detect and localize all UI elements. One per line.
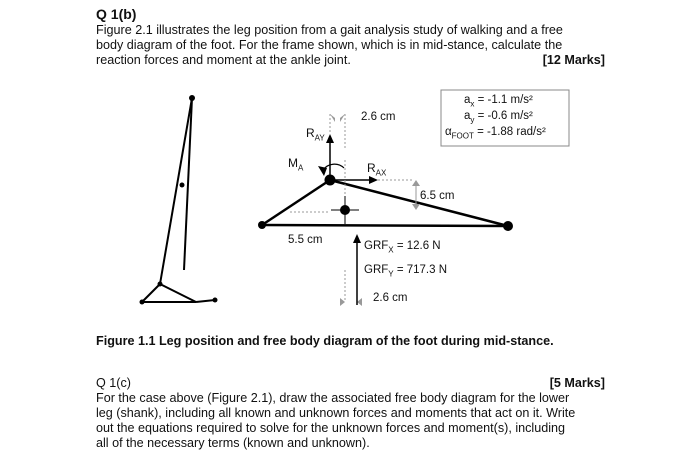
ray-label: $R_{AY}$ [306, 126, 325, 143]
q1b-marks: [12 Marks] [542, 53, 605, 67]
q1c-marks: [5 Marks] [549, 376, 605, 390]
accel-ay: $a_y = -0.6$ m/s² [464, 110, 533, 125]
leg-stick-figure [140, 95, 218, 305]
dim-top-label: 2.6 cm [361, 111, 396, 123]
figure-caption: Figure 1.1 Leg position and free body diagram of the foot during mid-stance. [96, 334, 554, 348]
q1b-paragraph-line-3: reaction forces and moment at the ankle joint. [96, 53, 351, 67]
moment-label: $M_A$ [288, 156, 304, 173]
dim-height-label: 6.5 cm [420, 190, 455, 202]
q1b-paragraph-line-2: body diagram of the foot. For the frame shown, which is in mid-stance, calculate the [96, 38, 563, 52]
q1c-paragraph-line-4: all of the necessary terms (known and unknown). [96, 436, 370, 450]
grf-x-label: $GRF_X = 12.6$ N [364, 240, 441, 255]
q1c-paragraph-line-2: leg (shank), including all known and unknown forces and moments that act on it. Write [96, 406, 576, 420]
q1c-paragraph-line-3: out the equations required to solve for the unknown forces and moment(s), including [96, 421, 566, 435]
grf-y-label: $GRF_Y = 717.3$ N [364, 264, 448, 279]
rax-label: $R_{AX}$ [367, 161, 387, 178]
q1b-paragraph-line-1: Figure 2.1 illustrates the leg position from a gait analysis study of walking and a free [96, 23, 563, 37]
accel-alpha: $\alpha_{FOOT} = -1.88$ rad/s² [445, 126, 546, 141]
accel-ax: $a_x = -1.1$ m/s² [464, 94, 533, 109]
q1c-heading: Q 1(c) [96, 376, 131, 390]
dim-left-label: 5.5 cm [288, 234, 323, 246]
q1c-paragraph-line-1: For the case above (Figure 2.1), draw the associated free body diagram for the lower [96, 391, 570, 405]
q1b-heading: Q 1(b) [96, 6, 137, 22]
dim-bottom-label: 2.6 cm [373, 292, 408, 304]
